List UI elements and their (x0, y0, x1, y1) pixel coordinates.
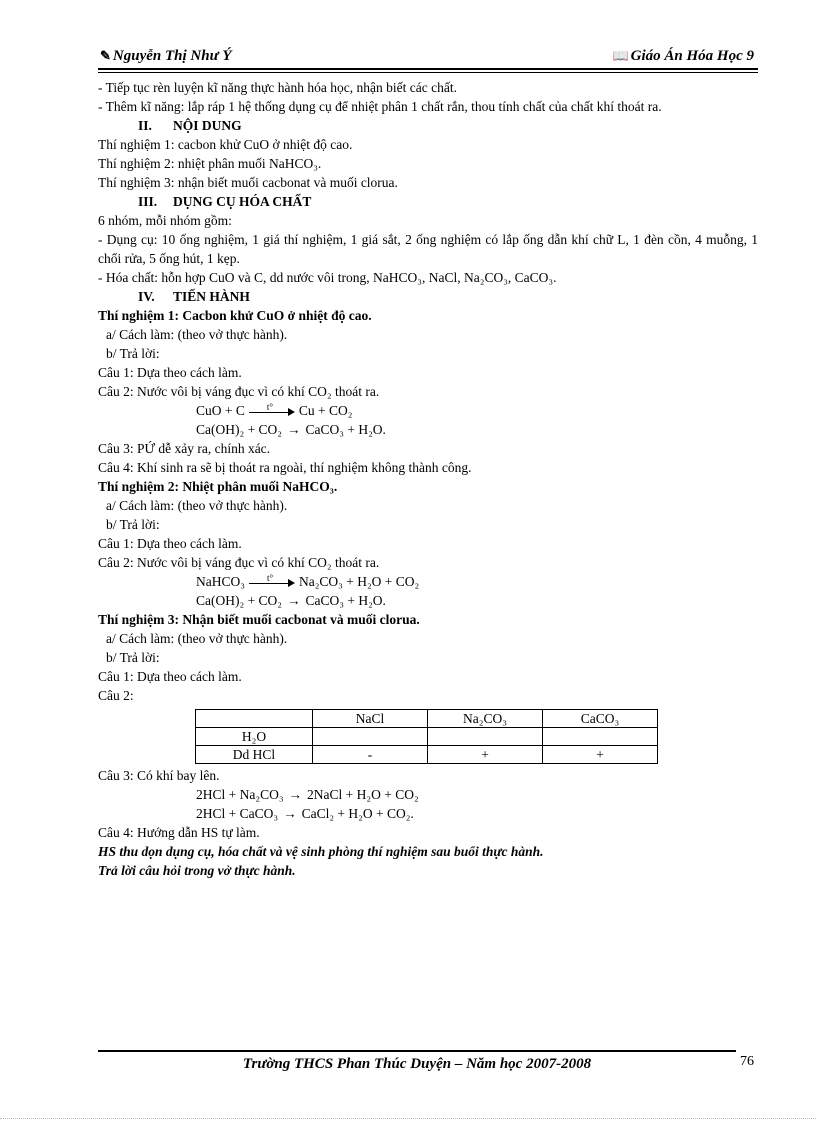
exp2-equation-1 (196, 572, 758, 591)
section-2-item-2: Thí nghiệm 2: nhiệt phân muối NaHCO₃. (98, 156, 322, 171)
exp1-method: a/ Cách làm: (theo vở thực hành). (106, 327, 288, 342)
exp2-equation-2 (196, 591, 758, 610)
header-title-text: Giáo Án Hóa Học 9 (630, 48, 754, 64)
exp3-title: Thí nghiệm 3: Nhận biết muối cacbonat và muối clorua. (98, 612, 420, 627)
table-cell (313, 728, 428, 746)
pen-icon: ✎ (100, 48, 111, 63)
table-header-cell: Na₂CO₃ (428, 710, 543, 728)
exp1-answer-label: b/ Trả lời: (106, 346, 160, 361)
section-4-number: IV. (138, 289, 155, 304)
section-3-number: III. (138, 194, 158, 209)
exp2-method: a/ Cách làm: (theo vở thực hành). (106, 498, 288, 513)
exp2-eq1-right: Na₂CO₃ + H₂O + CO₂ (298, 574, 420, 589)
section-2-title: NỘI DUNG (173, 118, 242, 133)
section-2-number: II. (138, 118, 152, 133)
header-author-text: Nguyễn Thị Như Ý (112, 48, 232, 64)
heat-label: t° (266, 401, 273, 412)
section-3-tools: - Dụng cụ: 10 ống nghiệm, 1 giá thí nghiệm, 1 giá sắt, 2 ống nghiệm có lắp ống dẫn khí chữ L, 1 đèn cồn, 4 muỗng, 1 chổi rửa, 5 ống hút, 1 kẹp. (98, 232, 758, 266)
exp1-eq1-right: Cu + CO₂ (298, 403, 353, 418)
table-header-cell (196, 710, 313, 728)
results-table (195, 709, 658, 764)
exp3-equation-2 (196, 804, 758, 823)
table-header-cell: CaCO₃ (543, 710, 658, 728)
exp1-q1: Câu 1: Dựa theo cách làm. (98, 365, 242, 380)
page-number: 76 (740, 1054, 754, 1069)
table-cell: H₂O (196, 728, 313, 746)
arrow-right-icon: → (287, 422, 301, 437)
header-rule-thin (98, 72, 758, 73)
exp3-equation-1 (196, 785, 758, 804)
exp3-answer-label: b/ Trả lời: (106, 650, 160, 665)
exp1-title: Thí nghiệm 1: Cacbon khử CuO ở nhiệt độ cao. (98, 308, 372, 323)
exp1-q2: Câu 2: Nước vôi bị váng đục vì có khí CO₂ thoát ra. (98, 384, 380, 399)
exp2-title: Thí nghiệm 2: Nhiệt phân muối NaHCO₃. (98, 479, 338, 494)
exp1-eq2-left: Ca(OH)₂ + CO₂ (196, 422, 283, 437)
arrow-right-icon: → (283, 806, 297, 821)
section-3-heading (138, 192, 758, 211)
exp3-q1: Câu 1: Dựa theo cách làm. (98, 669, 242, 684)
exp1-equation-2 (196, 420, 758, 439)
exp2-eq2-left: Ca(OH)₂ + CO₂ (196, 593, 283, 608)
exp1-equation-1 (196, 401, 758, 420)
exp2-q2: Câu 2: Nước vôi bị váng đục vì có khí CO₂ thoát ra. (98, 555, 380, 570)
exp1-eq2-right: CaCO₃ + H₂O. (305, 422, 386, 437)
table-header-cell: NaCl (313, 710, 428, 728)
exp1-q4: Câu 4: Khí sinh ra sẽ bị thoát ra ngoài, thí nghiệm không thành công. (98, 460, 472, 475)
table-cell: + (543, 746, 658, 764)
exp2-eq2-right: CaCO₃ + H₂O. (305, 593, 386, 608)
table-cell: + (428, 746, 543, 764)
exp3-eq1-right: 2NaCl + H₂O + CO₂ (307, 787, 419, 802)
section-2-heading (138, 116, 758, 135)
section-2-item-1: Thí nghiệm 1: cacbon khử CuO ở nhiệt độ cao. (98, 137, 353, 152)
table-cell: Dd HCl (196, 746, 313, 764)
arrow-right-icon: → (288, 787, 303, 802)
table-row (196, 746, 658, 764)
exp3-method: a/ Cách làm: (theo vở thực hành). (106, 631, 288, 646)
header-rule (98, 68, 758, 70)
header-author (100, 48, 232, 65)
exp3-q4: Câu 4: Hướng dẫn HS tự làm. (98, 825, 260, 840)
table-cell (543, 728, 658, 746)
section-2-item-3: Thí nghiệm 3: nhận biết muối cacbonat và muối clorua. (98, 175, 398, 190)
footer-rule (98, 1050, 736, 1052)
intro-line-1: - Tiếp tục rèn luyện kĩ năng thực hành hóa học, nhận biết các chất. (98, 80, 457, 95)
exp3-eq2-right: CaCl₂ + H₂O + CO₂. (301, 806, 414, 821)
exp3-q2: Câu 2: (98, 688, 134, 703)
exp3-q3: Câu 3: Có khí bay lên. (98, 768, 220, 783)
closing-line-2: Trả lời câu hỏi trong vở thực hành. (98, 863, 296, 878)
table-row (196, 728, 658, 746)
exp3-eq1-left: 2HCl + Na₂CO₃ (196, 787, 284, 802)
section-3-title: DỤNG CỤ HÓA CHẤT (173, 194, 312, 209)
section-3-groups: 6 nhóm, mỗi nhóm gồm: (98, 213, 232, 228)
section-4-heading (138, 287, 758, 306)
closing-line-1: HS thu dọn dụng cụ, hóa chất và vệ sinh phòng thí nghiệm sau buổi thực hành. (98, 844, 544, 859)
table-cell (428, 728, 543, 746)
intro-line-2: - Thêm kĩ năng: lắp ráp 1 hệ thống dụng cụ để nhiệt phân 1 chất rắn, thou tính chất của chất khí thoát ra. (98, 99, 662, 114)
exp2-eq1-left: NaHCO₃ (196, 574, 245, 589)
exp2-answer-label: b/ Trả lời: (106, 517, 160, 532)
page-bottom-border (0, 1118, 816, 1119)
arrow-right-icon: → (287, 593, 301, 608)
exp2-q1: Câu 1: Dựa theo cách làm. (98, 536, 242, 551)
exp3-eq2-left: 2HCl + CaCO₃ (196, 806, 279, 821)
heat-arrow-icon (249, 572, 295, 588)
section-4-title: TIẾN HÀNH (173, 289, 250, 304)
main-content (98, 78, 758, 880)
heat-arrow-icon (249, 401, 295, 417)
section-3-chemicals: - Hóa chất: hỗn hợp CuO và C, dd nước vôi trong, NaHCO₃, NaCl, Na₂CO₃, CaCO₃. (98, 270, 557, 285)
heat-label: t° (266, 572, 274, 583)
book-icon: 📖 (612, 48, 629, 63)
header-title (612, 48, 754, 65)
exp1-q3: Câu 3: PỨ dễ xảy ra, chính xác. (98, 441, 271, 456)
exp1-eq1-left: CuO + C (196, 403, 245, 418)
table-cell: - (313, 746, 428, 764)
table-header-row (196, 710, 658, 728)
footer-school: Trường THCS Phan Thúc Duyện – Năm học 2007-2008 (242, 1056, 592, 1072)
